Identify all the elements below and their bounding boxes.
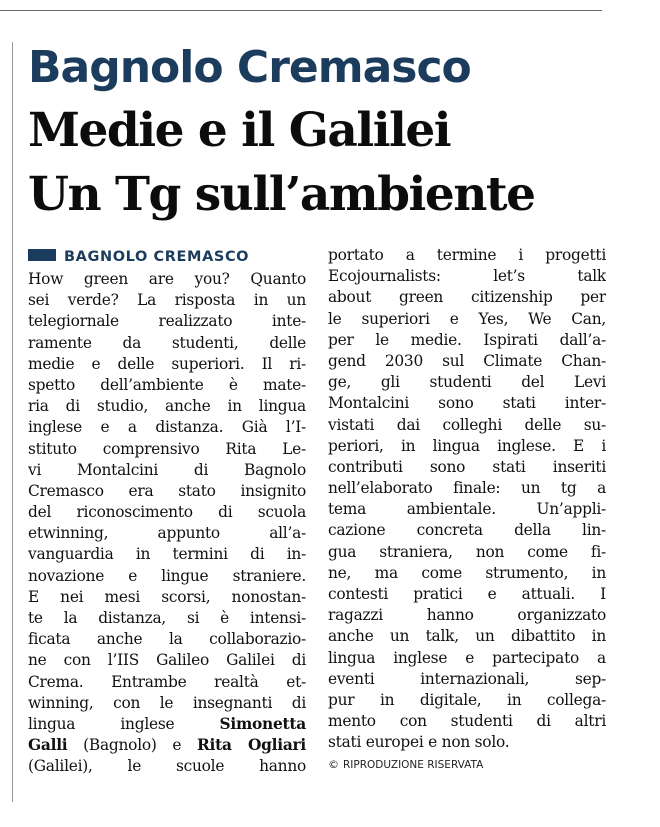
text-line: telegiornale realizzato inte-	[28, 312, 306, 331]
text-line: contesti pratici e attuali. I	[328, 585, 606, 603]
text-fragment: (Bagnolo) e	[83, 736, 182, 755]
text-line: vi Montalcini di Bagnolo	[28, 460, 306, 479]
text-line: anche un talk, un dibattito in	[328, 627, 606, 646]
text-line: (Galilei), le scuole hanno	[28, 757, 306, 776]
text-line	[28, 735, 306, 756]
dateline-square-icon	[28, 249, 56, 261]
text-line: vanguardia in termini di in-	[28, 545, 306, 564]
text-line: ne con l’IIS Galileo Galilei di	[28, 651, 306, 670]
article-column-left	[28, 245, 306, 778]
teacher-name: Galli	[28, 736, 68, 755]
text-line: del riconoscimento di scuola	[28, 503, 306, 522]
article-column-right	[328, 245, 606, 776]
text-line: stituto comprensivo Rita Le-	[28, 439, 306, 458]
text-line: How green are you? Quanto	[28, 270, 306, 288]
text-line: ficata anche la collaborazio-	[28, 630, 306, 649]
text-line: vistati dai colleghi delle su-	[328, 415, 606, 434]
text-line: novazione e lingue straniere.	[28, 566, 306, 585]
text-line: eventi internazionali, sep-	[328, 669, 606, 688]
text-line: Crema. Entrambe realtà et-	[28, 672, 306, 691]
text-line: ne, ma come strumento, in	[328, 563, 606, 582]
text-line: Montalcini sono stati inter-	[328, 394, 606, 413]
text-line: about green citizenship per	[328, 288, 606, 307]
text-line: per le medie. Ispirati dall’a-	[328, 330, 606, 349]
text-line: ge, gli studenti del Levi	[328, 373, 606, 392]
text-line: gua straniera, non come fi-	[328, 542, 606, 561]
text-line: stati europei e non solo.	[328, 733, 510, 752]
kicker: Bagnolo Cremasco	[28, 42, 471, 93]
text-line: contributi sono stati inseriti	[328, 457, 606, 476]
dateline	[28, 245, 306, 269]
headline-line-2: Un Tg sull’ambiente	[28, 167, 535, 222]
text-line: mento con studenti di altri	[328, 712, 606, 731]
text-line: ragazzi hanno organizzato	[328, 606, 606, 625]
column-rule	[12, 42, 13, 802]
text-line	[28, 714, 306, 735]
copyright-notice	[328, 754, 606, 776]
text-line: te la distanza, si è intensi-	[28, 609, 306, 627]
text-line: pur in digitale, in collega-	[328, 690, 606, 709]
text-line: ramente da studenti, delle	[28, 333, 306, 352]
text-line: winning, con le insegnanti di	[28, 693, 306, 712]
text-fragment: lingua inglese	[28, 714, 175, 733]
text-line: portato a termine i progetti	[328, 246, 606, 264]
text-line: spetto dell’ambiente è mate-	[28, 375, 306, 394]
text-line: nell’elaborato finale: un tg a	[328, 479, 606, 498]
top-rule	[0, 10, 602, 11]
text-line: periori, in lingua inglese. E i	[328, 436, 606, 455]
text-line: tema ambientale. Un’appli-	[328, 500, 606, 519]
text-line: inglese e a distanza. Già l’I-	[28, 418, 306, 437]
text-line: sei verde? La risposta in un	[28, 291, 306, 310]
text-line: medie e delle superiori. Il ri-	[28, 354, 306, 373]
teacher-name: Simonetta	[219, 714, 306, 733]
text-line: lingua inglese e partecipato a	[328, 648, 606, 667]
text-line: le superiori e Yes, We Can,	[328, 309, 606, 328]
text-line: cazione concreta della lin-	[328, 521, 606, 540]
headline-line-1: Medie e il Galilei	[28, 103, 451, 158]
text-line: Ecojournalists: let’s talk	[328, 267, 606, 286]
copyright-text: RIPRODUZIONE RISERVATA	[343, 758, 484, 771]
copyright-icon: ©	[328, 757, 339, 771]
text-line: ria di studio, anche in lingua	[28, 397, 306, 416]
text-line: etwinning, appunto all’a-	[28, 524, 306, 543]
text-line: E nei mesi scorsi, nonostan-	[28, 587, 306, 606]
dateline-text: BAGNOLO CREMASCO	[64, 249, 250, 265]
text-line: gend 2030 sul Climate Chan-	[328, 351, 606, 370]
text-line: Cremasco era stato insignito	[28, 481, 306, 500]
teacher-name: Rita Ogliari	[197, 736, 306, 755]
